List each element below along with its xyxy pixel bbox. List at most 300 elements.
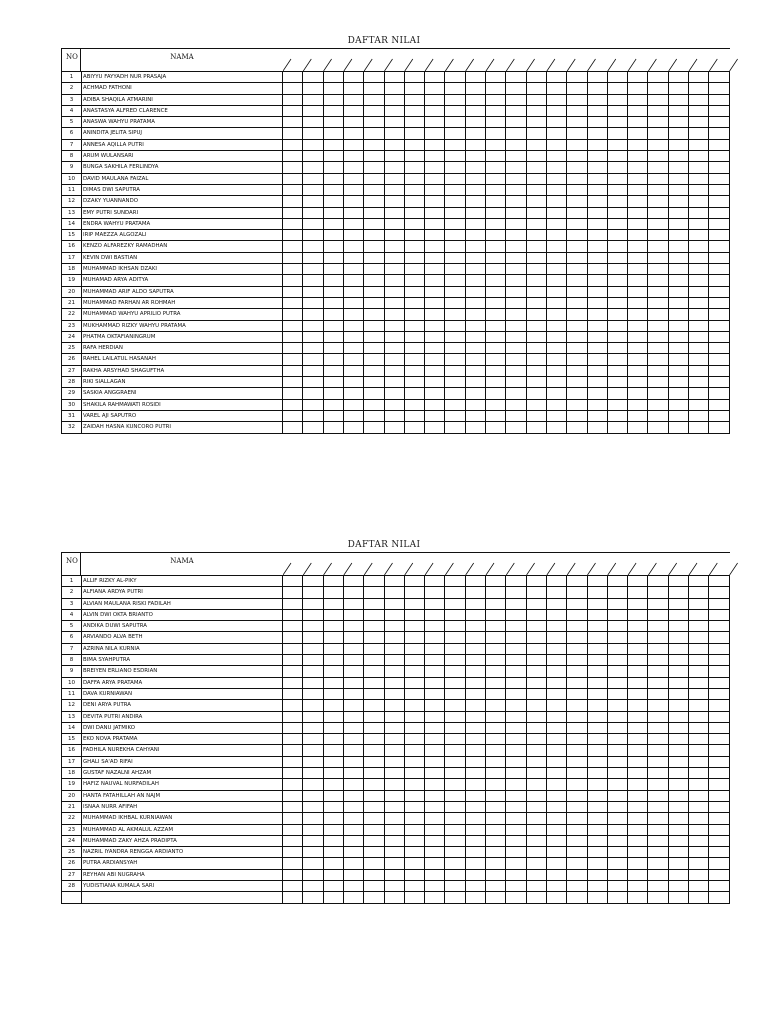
score-cell-divider [505,700,506,710]
score-cell-divider [526,196,527,206]
score-cell-divider [587,632,588,642]
score-cell-divider [647,411,648,421]
score-cell-divider [668,723,669,733]
score-cell-divider [627,700,628,710]
score-cell-divider [587,587,588,597]
score-cell-divider [708,298,709,308]
table-row [61,174,730,185]
score-cell-divider [343,734,344,744]
score-cell-divider [566,757,567,767]
table-row [61,779,730,790]
score-cell-divider [363,264,364,274]
score-cell-divider [302,768,303,778]
score-cell-divider [627,95,628,105]
score-cell-divider [526,587,527,597]
score-cell-divider [566,712,567,722]
row-number: 9 [61,162,82,172]
score-cell-divider [302,621,303,631]
score-cell-divider [546,655,547,665]
score-cell-divider [566,813,567,823]
score-cell-divider [729,712,730,722]
score-cell-divider [688,174,689,184]
score-cell-divider [566,723,567,733]
score-cell-divider [343,847,344,857]
score-cell-divider [729,162,730,172]
score-cell-divider [647,802,648,812]
score-cell-divider [668,745,669,755]
score-cell-divider [566,644,567,654]
score-cell-divider [363,253,364,263]
table-row [61,377,730,388]
student-name: ALVIN DWI OKTA BRIANTO [82,610,283,620]
score-cell-divider [323,219,324,229]
score-cell-divider [526,83,527,93]
score-cells [283,678,730,688]
score-cell-divider [444,666,445,676]
score-cell-divider [566,768,567,778]
score-cell-divider [444,757,445,767]
score-cells [283,689,730,699]
score-cell-divider [444,72,445,82]
score-cell-divider [485,836,486,846]
sheet-title: DAFTAR NILAI [347,36,421,46]
score-cell-divider [323,768,324,778]
score-cell-divider [505,377,506,387]
score-cell-divider [384,208,385,218]
score-cell-divider [444,309,445,319]
score-cell-divider [566,185,567,195]
score-cell-divider [627,825,628,835]
score-cell-divider [444,298,445,308]
score-column-header-divider [709,59,717,71]
score-cell-divider [647,644,648,654]
score-cells [283,388,730,398]
score-cell-divider [343,779,344,789]
score-cell-divider [343,275,344,285]
score-cell-divider [607,321,608,331]
student-name: SHAKILA RAHMAWATI ROSIDI [82,400,283,410]
score-cell-divider [566,230,567,240]
score-cell-divider [485,791,486,801]
score-cell-divider [587,72,588,82]
score-cell-divider [647,140,648,150]
score-cell-divider [323,802,324,812]
score-cell-divider [526,422,527,432]
score-cell-divider [384,321,385,331]
score-cell-divider [566,678,567,688]
score-cell-divider [505,162,506,172]
student-name: KEVIN DWI BASTIAN [82,253,283,263]
score-cell-divider [607,400,608,410]
score-cell-divider [485,106,486,116]
score-cell-divider [688,791,689,801]
score-cell-divider [384,768,385,778]
score-cell-divider [404,309,405,319]
table-row [61,712,730,723]
table-row [61,354,730,365]
score-cell-divider [566,847,567,857]
score-cells [283,745,730,755]
score-cell-divider [668,411,669,421]
score-cell-divider [708,253,709,263]
row-number: 1 [61,72,82,82]
score-cell-divider [384,689,385,699]
score-cell-divider [688,140,689,150]
score-cell-divider [404,343,405,353]
score-cells [283,343,730,353]
score-cell-divider [607,700,608,710]
score-cell-divider [688,768,689,778]
score-cell-divider [485,275,486,285]
score-cell-divider [343,825,344,835]
score-cells [283,802,730,812]
score-cell-divider [546,241,547,251]
score-cell-divider [465,332,466,342]
student-name: RIKI SIALLAGAN [82,377,283,387]
row-number: 30 [61,400,82,410]
score-cell-divider [587,95,588,105]
student-name: ALLIF RIZKY AL-PIKY [82,576,283,586]
score-cell-divider [729,576,730,586]
score-cell-divider [729,757,730,767]
score-cell-divider [343,689,344,699]
score-cell-divider [384,230,385,240]
score-cell-divider [607,678,608,688]
score-cell-divider [384,253,385,263]
score-cell-divider [505,309,506,319]
score-cell-divider [465,802,466,812]
score-cell-divider [607,610,608,620]
score-cell-divider [546,128,547,138]
score-cell-divider [384,219,385,229]
score-cell-divider [647,791,648,801]
score-cell-divider [363,779,364,789]
score-cell-divider [566,162,567,172]
score-cell-divider [647,83,648,93]
score-column-header-divider [364,563,372,575]
score-cell-divider [404,219,405,229]
score-cell-divider [404,72,405,82]
score-cell-divider [505,343,506,353]
score-cell-divider [546,95,547,105]
score-cell-divider [424,83,425,93]
score-cell-divider [587,287,588,297]
score-cell-divider [424,128,425,138]
score-cell-divider [627,745,628,755]
score-cell-divider [546,208,547,218]
table-row [61,813,730,824]
score-cell-divider [566,655,567,665]
score-cell-divider [444,128,445,138]
row-number: 16 [61,241,82,251]
score-cell-divider [363,621,364,631]
score-cells [283,208,730,218]
score-cell-divider [729,321,730,331]
score-cell-divider [384,332,385,342]
score-cell-divider [465,768,466,778]
score-cell-divider [363,576,364,586]
score-cell-divider [363,128,364,138]
score-cell-divider [647,309,648,319]
table-row [61,162,730,173]
row-number: 7 [61,140,82,150]
score-cell-divider [424,678,425,688]
score-cells [283,892,730,902]
score-cell-divider [424,72,425,82]
score-cell-divider [587,185,588,195]
score-cell-divider [526,723,527,733]
score-cell-divider [587,208,588,218]
score-cell-divider [505,174,506,184]
score-cell-divider [729,768,730,778]
score-cell-divider [708,422,709,432]
row-number: 18 [61,264,82,274]
score-cell-divider [546,321,547,331]
score-cell-divider [647,196,648,206]
score-cell-divider [323,610,324,620]
score-cell-divider [526,892,527,902]
score-cell-divider [384,610,385,620]
score-cell-divider [465,275,466,285]
student-name: PHATMA OKTAFIANINGRUM [82,332,283,342]
table-row [61,264,730,275]
score-cell-divider [323,723,324,733]
score-cell-divider [708,219,709,229]
score-cell-divider [323,162,324,172]
score-cell-divider [627,411,628,421]
score-cell-divider [384,791,385,801]
score-cell-divider [363,825,364,835]
score-cell-divider [424,858,425,868]
score-cell-divider [688,644,689,654]
score-cell-divider [546,712,547,722]
score-column-header-divider [689,59,697,71]
score-cell-divider [566,388,567,398]
score-cell-divider [708,858,709,868]
score-cell-divider [404,264,405,274]
score-cell-divider [302,870,303,880]
score-cell-divider [323,666,324,676]
score-cell-divider [587,892,588,902]
score-cell-divider [384,366,385,376]
score-cell-divider [546,768,547,778]
score-cell-divider [627,881,628,891]
score-cell-divider [708,791,709,801]
table-row [61,208,730,219]
score-cell-divider [688,162,689,172]
score-cell-divider [607,813,608,823]
score-cell-divider [668,208,669,218]
score-cell-divider [444,208,445,218]
table-row [61,185,730,196]
score-cell-divider [647,128,648,138]
score-cell-divider [587,411,588,421]
score-cells [283,287,730,297]
score-cell-divider [688,847,689,857]
score-cell-divider [627,321,628,331]
score-cell-divider [587,309,588,319]
score-cell-divider [607,287,608,297]
table-row [61,388,730,399]
score-cell-divider [566,576,567,586]
score-cell-divider [729,264,730,274]
score-cell-divider [465,599,466,609]
score-cell-divider [708,83,709,93]
score-cell-divider [587,610,588,620]
score-cell-divider [302,858,303,868]
score-cell-divider [587,230,588,240]
table-row [61,791,730,802]
score-column-header-divider [628,563,636,575]
score-cell-divider [424,219,425,229]
score-column-header-divider [303,563,311,575]
score-cell-divider [647,400,648,410]
score-cell-divider [668,275,669,285]
score-cell-divider [647,377,648,387]
score-cell-divider [323,779,324,789]
score-cell-divider [526,858,527,868]
score-cell-divider [587,644,588,654]
row-number: 5 [61,117,82,127]
score-cells [283,757,730,767]
score-cell-divider [384,185,385,195]
score-cell-divider [323,140,324,150]
student-name: ANDIKA DUWI SAPUTRA [82,621,283,631]
score-cell-divider [729,422,730,432]
score-cell-divider [566,836,567,846]
score-column-header-divider [648,563,656,575]
score-cell-divider [505,241,506,251]
score-cell-divider [465,847,466,857]
score-cell-divider [404,836,405,846]
score-cell-divider [526,162,527,172]
score-cell-divider [647,162,648,172]
score-cell-divider [465,106,466,116]
table-row [61,140,730,151]
row-number: 13 [61,208,82,218]
score-cell-divider [708,599,709,609]
score-cell-divider [566,411,567,421]
score-column-header-divider [324,59,332,71]
score-cell-divider [526,151,527,161]
score-cell-divider [708,745,709,755]
student-name: DWI DANU JATMIKO [82,723,283,733]
score-cell-divider [485,117,486,127]
score-cell-divider [526,275,527,285]
score-cell-divider [424,734,425,744]
score-cell-divider [647,745,648,755]
score-cell-divider [546,106,547,116]
score-cell-divider [627,117,628,127]
row-number: 19 [61,779,82,789]
score-cell-divider [566,174,567,184]
score-cell-divider [546,734,547,744]
score-cells [283,621,730,631]
score-cell-divider [343,219,344,229]
score-cell-divider [485,196,486,206]
score-cell-divider [323,366,324,376]
score-cell-divider [566,825,567,835]
score-cell-divider [729,151,730,161]
score-cell-divider [587,734,588,744]
score-cell-divider [363,745,364,755]
score-cell-divider [302,881,303,891]
row-number: 19 [61,275,82,285]
score-cell-divider [627,400,628,410]
score-cell-divider [668,576,669,586]
table-row [61,196,730,207]
score-cell-divider [343,791,344,801]
score-cell-divider [647,354,648,364]
score-cell-divider [526,208,527,218]
score-cell-divider [587,757,588,767]
row-number: 17 [61,253,82,263]
score-cell-divider [384,745,385,755]
row-number: 21 [61,298,82,308]
score-cell-divider [708,621,709,631]
score-cell-divider [404,813,405,823]
score-cell-divider [587,343,588,353]
row-number: 12 [61,196,82,206]
score-cell-divider [688,666,689,676]
score-cell-divider [729,779,730,789]
score-cell-divider [384,813,385,823]
score-cell-divider [424,791,425,801]
score-cell-divider [505,689,506,699]
score-cell-divider [587,870,588,880]
score-cell-divider [323,388,324,398]
student-name: DEVITA PUTRI ANDIRA [82,712,283,722]
score-cell-divider [302,678,303,688]
score-cell-divider [424,95,425,105]
student-name: SASKIA ANGGRAENI [82,388,283,398]
score-cell-divider [546,174,547,184]
score-cell-divider [546,264,547,274]
row-number: 14 [61,723,82,733]
score-cell-divider [546,621,547,631]
score-cell-divider [668,366,669,376]
score-cell-divider [424,610,425,620]
score-cell-divider [302,388,303,398]
score-cell-divider [708,400,709,410]
score-cell-divider [688,106,689,116]
score-cell-divider [323,241,324,251]
score-cell-divider [729,734,730,744]
score-cell-divider [424,757,425,767]
table-row [61,106,730,117]
score-cell-divider [505,366,506,376]
score-cell-divider [424,881,425,891]
score-cell-divider [708,196,709,206]
score-cell-divider [384,723,385,733]
score-cell-divider [668,185,669,195]
score-cell-divider [708,655,709,665]
row-number: 24 [61,332,82,342]
student-name: DIMAS DWI SAPUTRA [82,185,283,195]
score-column-header-divider [547,59,555,71]
score-cell-divider [647,219,648,229]
score-cell-divider [729,723,730,733]
score-cell-divider [323,106,324,116]
score-cell-divider [363,72,364,82]
score-cell-divider [485,700,486,710]
score-cell-divider [384,632,385,642]
score-cell-divider [566,745,567,755]
score-cell-divider [363,411,364,421]
score-cell-divider [343,140,344,150]
score-cell-divider [444,576,445,586]
score-column-header-divider [648,59,656,71]
